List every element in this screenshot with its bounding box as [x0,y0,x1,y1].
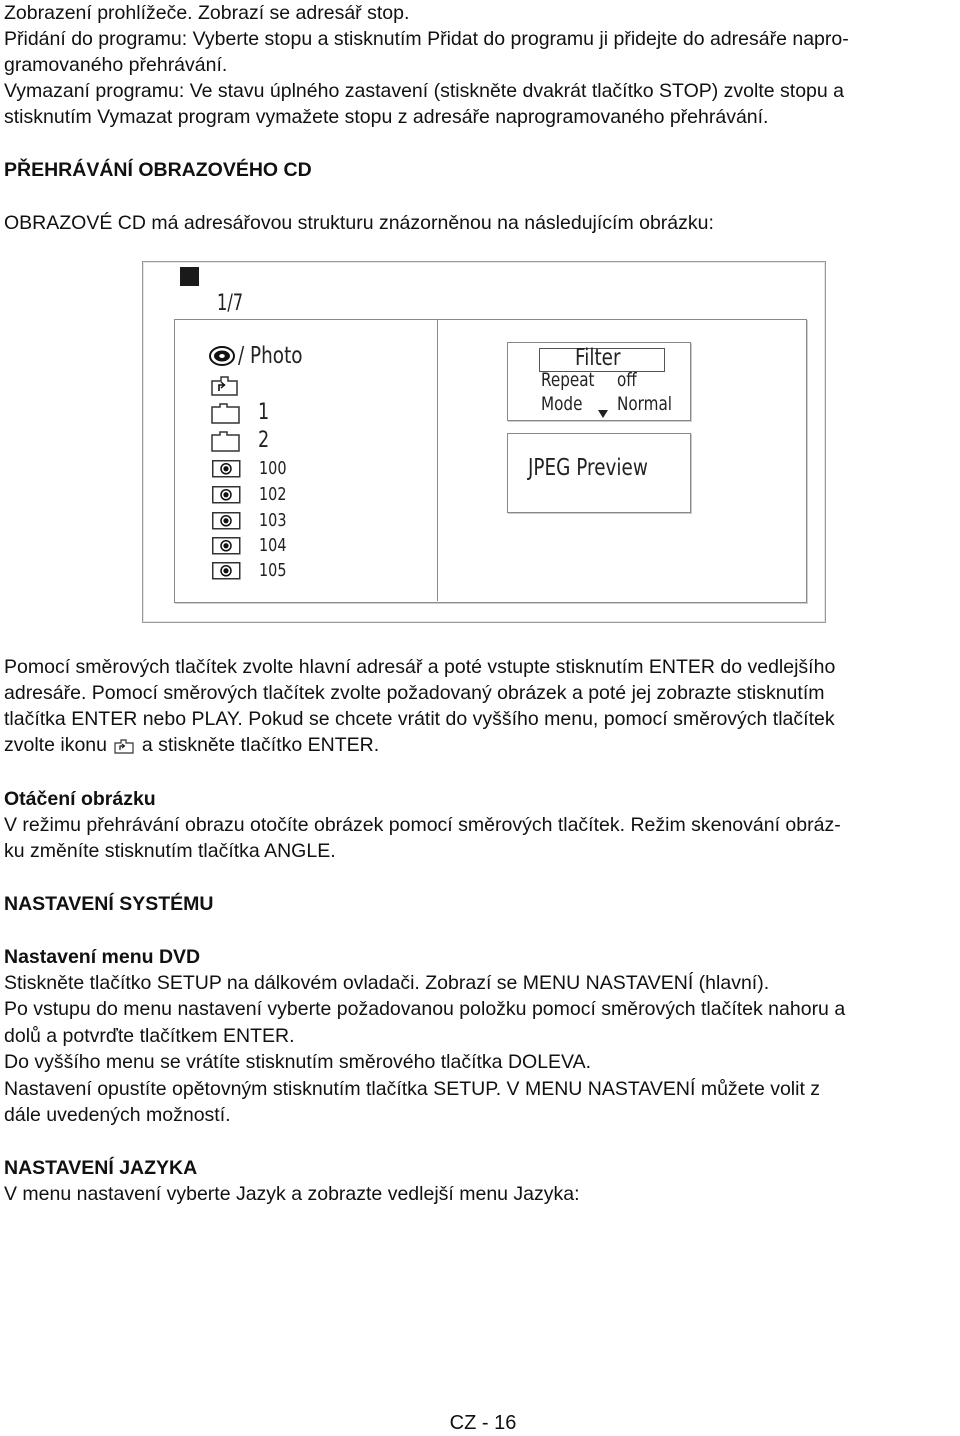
body-line: Do vyššího menu se vrátíte stisknutím směrového tlačítka DOLEVA. [4,1051,592,1073]
subsection-heading: Nastavení menu DVD [4,946,201,968]
path-label: / Photo [238,343,303,369]
section-heading: PŘEHRÁVÁNÍ OBRAZOVÉHO CD [4,159,312,181]
filter-title: Filter [575,345,621,371]
folder-up-icon [114,739,134,753]
track-counter: 1/7 [217,291,244,316]
folder-label: 2 [258,428,270,453]
section-heading: NASTAVENÍ SYSTÉMU [4,893,214,915]
repeat-value: off [617,369,637,391]
body-line: Pomocí směrových tlačítek zvolte hlavní adresář a poté vstupte stisknutím ENTER do vedlejšího [4,656,836,678]
disc-icon [209,346,235,366]
file-label: 104 [259,535,287,556]
file-label: 103 [259,510,287,531]
body-line [4,732,956,758]
body-line: ku změníte stisknutím tlačítka ANGLE. [4,840,336,862]
body-line: adresáře. Pomocí směrových tlačítek zvolte požadovaný obrázek a poté jej zobrazte stisknutím [4,682,825,704]
image-file-icon [212,486,242,504]
folder-up-icon [211,374,239,396]
body-line: dále uvedených možností. [4,1104,231,1126]
file-label: 102 [259,484,287,505]
page-number-text: CZ - 16 [449,1412,517,1434]
body-text: zvolte ikonu [4,734,107,756]
body-text: a stiskněte tlačítko ENTER. [141,734,380,756]
panel-divider [437,320,438,601]
repeat-label: Repeat [541,369,595,391]
section-heading: NASTAVENÍ JAZYKA [4,1157,198,1179]
intro-line: gramovaného přehrávání. [4,54,228,76]
folder-icon [211,402,241,424]
mode-value: Normal [617,393,672,415]
image-file-icon [212,537,242,555]
body-line: dolů a potvrďte tlačítkem ENTER. [4,1025,295,1047]
image-file-icon [212,512,242,530]
body-line: Po vstupu do menu nastavení vyberte požadovanou položku pomocí směrových tlačítek nahoru a [4,998,846,1020]
body-line: Nastavení opustíte opětovným stisknutím tlačítka SETUP. V MENU NASTAVENÍ můžete volit z [4,1078,821,1100]
body-line: Stiskněte tlačítko SETUP na dálkovém ovladači. Zobrazí se MENU NASTAVENÍ (hlavní). [4,972,770,994]
intro-line: stisknutím Vymazat program vymažete stopu z adresáře naprogramovaného přehrávání. [4,106,769,128]
stop-icon [180,267,199,286]
intro-line: Vymazaní programu: Ve stavu úplného zastavení (stiskněte dvakrát tlačítko STOP) zvolte stopu a [4,80,845,102]
subsection-heading: Otáčení obrázku [4,788,156,810]
folder-icon [211,430,241,452]
dropdown-arrow-icon [598,410,608,418]
intro-line: Zobrazení prohlížeče. Zobrazí se adresář stop. [4,2,410,24]
page-number [0,1412,960,1435]
file-label: 105 [259,560,287,581]
image-file-icon [212,460,242,478]
intro-line: Přidání do programu: Vyberte stopu a stisknutím Přidat do programu ji přidejte do adresáře napro- [4,28,849,50]
mode-label: Mode [541,393,583,415]
section-intro: OBRAZOVÉ CD má adresářovou strukturu znázorněnou na následujícím obrázku: [4,212,714,234]
body-line: V režimu přehrávání obrazu otočíte obrázek pomocí směrových tlačítek. Režim skenování obráz- [4,814,841,836]
folder-label: 1 [258,400,270,425]
preview-label: JPEG Preview [528,455,648,481]
file-label: 100 [259,458,287,479]
body-line: V menu nastavení vyberte Jazyk a zobrazte vedlejší menu Jazyka: [4,1183,580,1205]
image-file-icon [212,562,242,580]
body-line: tlačítka ENTER nebo PLAY. Pokud se chcete vrátit do vyššího menu, pomocí směrových tlačítek [4,708,835,730]
